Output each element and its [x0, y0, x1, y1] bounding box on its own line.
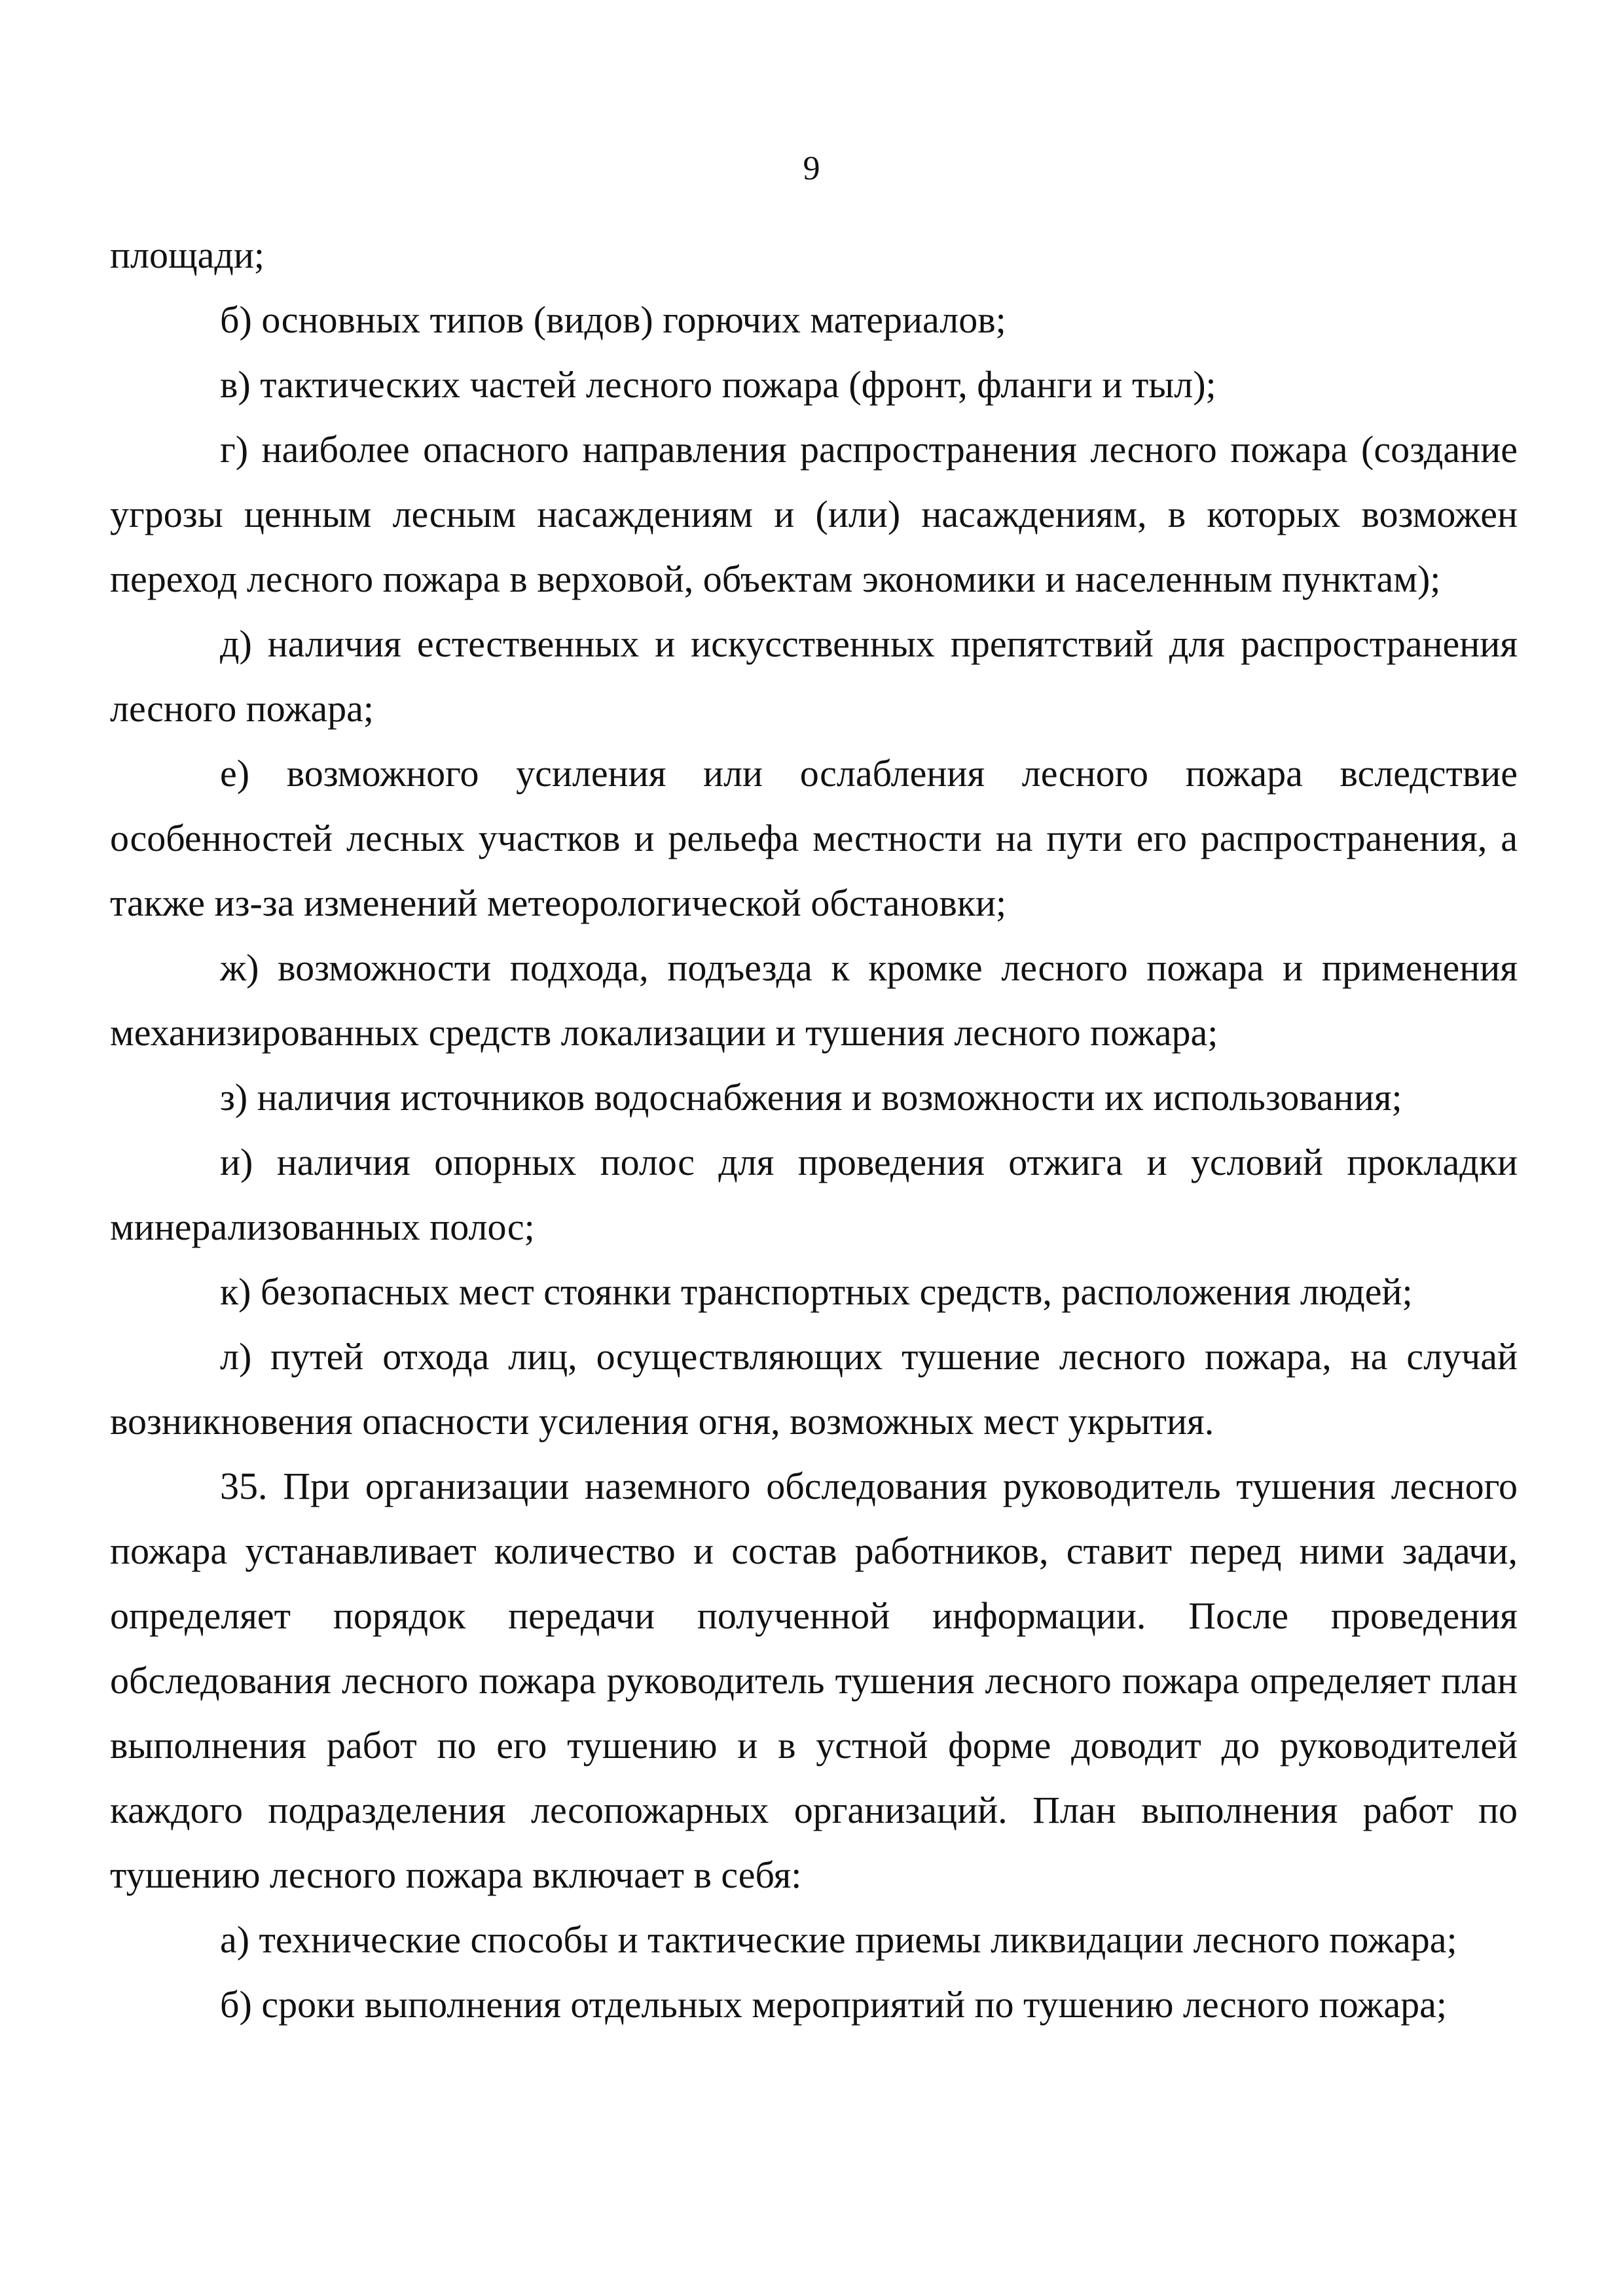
paragraph: з) наличия источников водоснабжения и возможности их использования;	[220, 1076, 1402, 1119]
document-body	[110, 223, 1518, 2037]
paragraph: б) сроки выполнения отдельных мероприятий по тушению лесного пожара;	[220, 1983, 1447, 2026]
paragraph: д) наличия естественных и искусственных препятствий для распространения лесного пожара;	[110, 622, 1518, 730]
paragraph: площади;	[110, 234, 265, 276]
paragraph: и) наличия опорных полос для проведения отжига и условий прокладки минерализованных полос;	[110, 1141, 1518, 1248]
paragraph: б) основных типов (видов) горючих материалов;	[220, 298, 1006, 341]
paragraph: г) наиболее опасного направления распространения лесного пожара (создание угрозы ценным лесным насаждениям и (или) насаждениям, в которых возможен переход лесного пожара в верховой, объектам экономики и населенным пунктам);	[110, 428, 1518, 600]
paragraph: е) возможного усиления или ослабления лесного пожара вследствие особенностей лесных участков и рельефа местности на пути его распространения, а также из-за изменений метеорологической обстановки;	[110, 752, 1518, 924]
paragraph: ж) возможности подхода, подъезда к кромке лесного пожара и применения механизированных средств локализации и тушения лесного пожара;	[110, 946, 1518, 1054]
paragraph: л) путей отхода лиц, осуществляющих тушение лесного пожара, на случай возникновения опасности усиления огня, возможных мест укрытия.	[110, 1335, 1518, 1443]
paragraph: 35. При организации наземного обследования руководитель тушения лесного пожара устанавливает количество и состав работников, ставит перед ними задачи, определяет порядок передачи полученной информации. После проведения обследования лесного пожара руководитель тушения лесного пожара определяет план выполнения работ по его тушению и в устной форме доводит до руководителей каждого подразделения лесопожарных организаций. План выполнения работ по тушению лесного пожара включает в себя:	[110, 1465, 1518, 1896]
paragraph: а) технические способы и тактические приемы ликвидации лесного пожара;	[220, 1918, 1457, 1961]
page-number: 9	[803, 150, 820, 187]
paragraph: к) безопасных мест стоянки транспортных средств, расположения людей;	[220, 1270, 1413, 1313]
paragraph: в) тактических частей лесного пожара (фронт, фланги и тыл);	[220, 363, 1216, 406]
